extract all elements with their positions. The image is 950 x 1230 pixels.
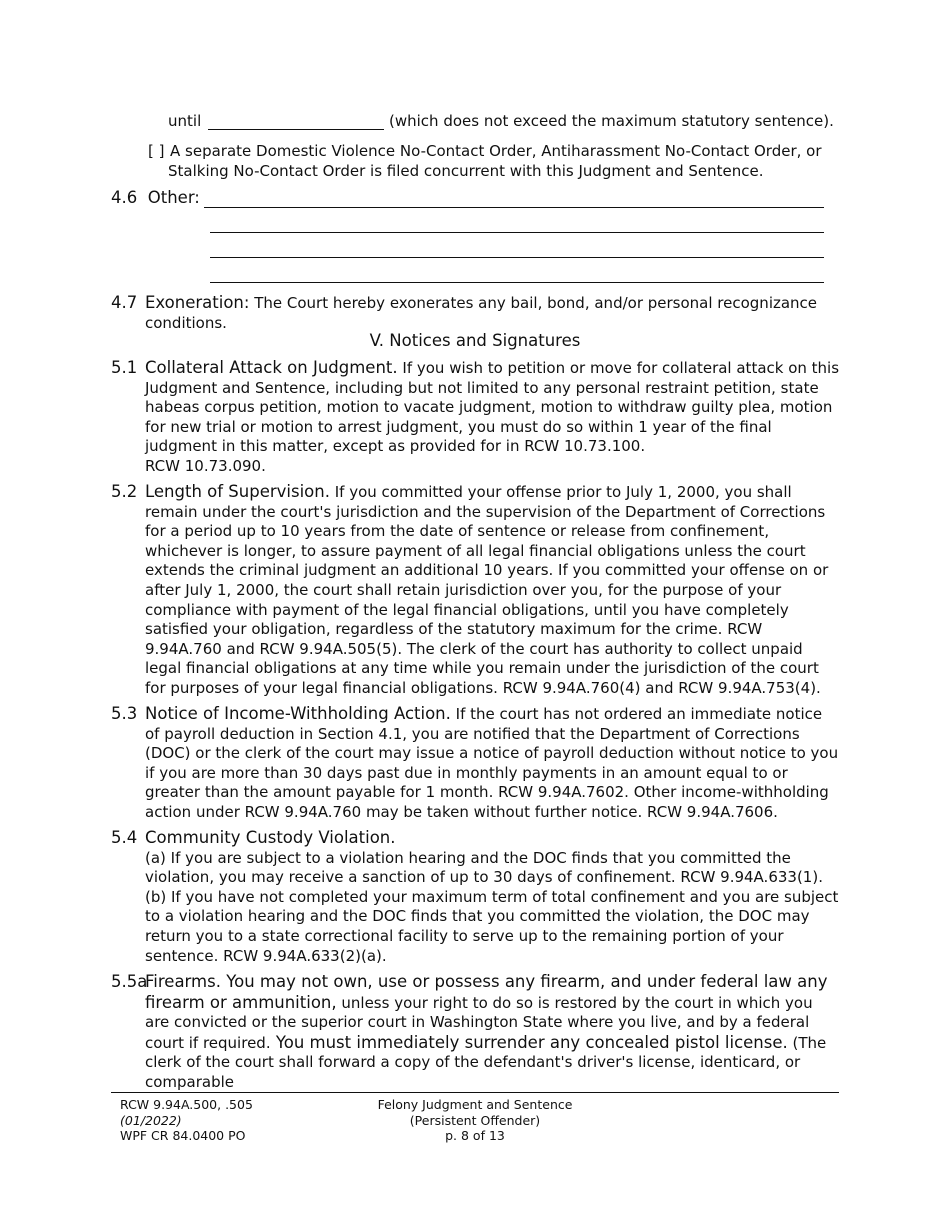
footer-center [330, 1097, 620, 1144]
section-text: The Court hereby exonerates any bail, bond, and/or personal recognizance conditions. [145, 294, 818, 332]
section-heading: V. Notices and Signatures [369, 331, 581, 350]
section-text: unless your right to do so is restored by the court in which you are convicted or the superior court in Washington State where you live, and by a federal court if required. [145, 993, 813, 1052]
dv-order-text: A separate Domestic Violence No-Contact Order, Antiharassment No-Contact Order, or Stalking No-Contact Order is filed concurrent with this Judgment and Sentence. [168, 142, 822, 180]
other-line-4 [210, 282, 824, 283]
other-line-1 [204, 207, 824, 208]
footer-form-number: WPF CR 84.0400 PO [120, 1128, 246, 1143]
footer-subtitle: (Persistent Offender) [409, 1112, 541, 1128]
until-blank-line [208, 129, 384, 130]
section-text: (The clerk of the court shall forward a copy of the defendant's driver's license, identicard, or comparable [145, 1033, 827, 1091]
section-title: Community Custody Violation. [145, 828, 396, 847]
other-line-3 [210, 257, 824, 258]
section-emphasis: You may not own, use or possess any firearm, and under federal law any firearm or ammunition, [145, 972, 828, 1012]
footer-date: (01/2022) [120, 1112, 182, 1128]
section-number: 5.5a [111, 972, 148, 991]
section-title: Other: [147, 188, 200, 207]
section-text: If you wish to petition or move for collateral attack on this Judgment and Sentence, including but not limited to any personal restraint petition, state habeas corpus petition, motion to vacate judgment, motion to withdraw guilty plea, motion for new trial or motion to arrest judgment, you must do so within 1 year of the final judgment in this matter, except as provided for in RCW 10.73.100. [145, 359, 840, 456]
section-number: 4.7 [111, 293, 138, 312]
section-text: If the court has not ordered an immediate notice of payroll deduction in Section 4.1, you are notified that the Department of Corrections (DOC) or the clerk of the court may issue a notice of payroll deduction without notice to you if you are more than 30 days past due in monthly payments in an amount equal to or greater than the amount payable for 1 month. RCW 9.94A.7602. Other income-withholding action under RCW 9.94A.760 may be taken without further notice. RCW 9.94A.7606. [145, 705, 839, 821]
section-5-2 [111, 482, 841, 699]
section-number: 5.2 [111, 482, 138, 501]
section-text-b: (b) If you have not completed your maximum term of total confinement and you are subject to a violation hearing and the DOC finds that you committed the violation, the DOC may return you to a state correctional facility to serve up to the remaining portion of your sentence. RCW 9.94A.633(2)(a). [145, 887, 839, 965]
until-label: until [168, 112, 202, 130]
section-text: If you committed your offense prior to July 1, 2000, you shall remain under the court's jurisdiction and the supervision of the Department of Corrections for a period up to 10 years from the date of sentence or release from confinement, whichever is longer, to assure payment of all legal financial obligations unless the court extends the criminal judgment an additional 10 years. If you committed your offense on or after July 1, 2000, the court shall retain jurisdiction over you, for the purpose of your compliance with payment of the legal financial obligations, until you have completely satisfied your obligation, regardless of the statutory maximum for the crime. RCW 9.94A.760 and RCW 9.94A.505(5). The clerk of the court has authority to collect unpaid legal financial obligations at any time while you remain under the jurisdiction of the court for purposes of your legal financial obligations. RCW 9.94A.760(4) and RCW 9.94A.753(4). [145, 483, 829, 697]
footer-page-number: p. 8 of 13 [445, 1128, 505, 1143]
section-number: 5.4 [111, 828, 138, 847]
section-5-4 [111, 828, 841, 966]
section-title: Firearms. [145, 972, 221, 991]
footer-rcw: RCW 9.94A.500, .505 [120, 1097, 253, 1112]
section-number: 4.6 [111, 188, 138, 207]
section-title: Collateral Attack on Judgment. [145, 358, 398, 377]
section-title: Exoneration: [145, 293, 250, 312]
until-suffix-text: (which does not exceed the maximum statutory sentence). [389, 112, 834, 130]
section-emphasis: You must immediately surrender any concealed pistol license. [270, 1032, 788, 1052]
dv-order-checkbox: [ ] [148, 142, 165, 160]
section-number: 5.1 [111, 358, 138, 377]
section-title: Notice of Income-Withholding Action. [145, 704, 451, 723]
other-line-2 [210, 232, 824, 233]
section-cite: RCW 10.73.090. [145, 456, 266, 475]
footer-title: Felony Judgment and Sentence [377, 1097, 573, 1112]
section-4-7 [111, 293, 841, 333]
footer-divider [111, 1092, 839, 1093]
section-text-a: (a) If you are subject to a violation hearing and the DOC finds that you committed the violation, you may receive a sanction of up to 30 days of confinement. RCW 9.94A.633(1). [145, 848, 823, 887]
section-title: Length of Supervision. [145, 482, 330, 501]
section-number: 5.3 [111, 704, 138, 723]
section-4-6 [111, 188, 200, 208]
section-5-3 [111, 704, 841, 823]
section-5-1 [111, 358, 841, 477]
section-5-5a [111, 972, 841, 1093]
footer-left [120, 1097, 253, 1144]
